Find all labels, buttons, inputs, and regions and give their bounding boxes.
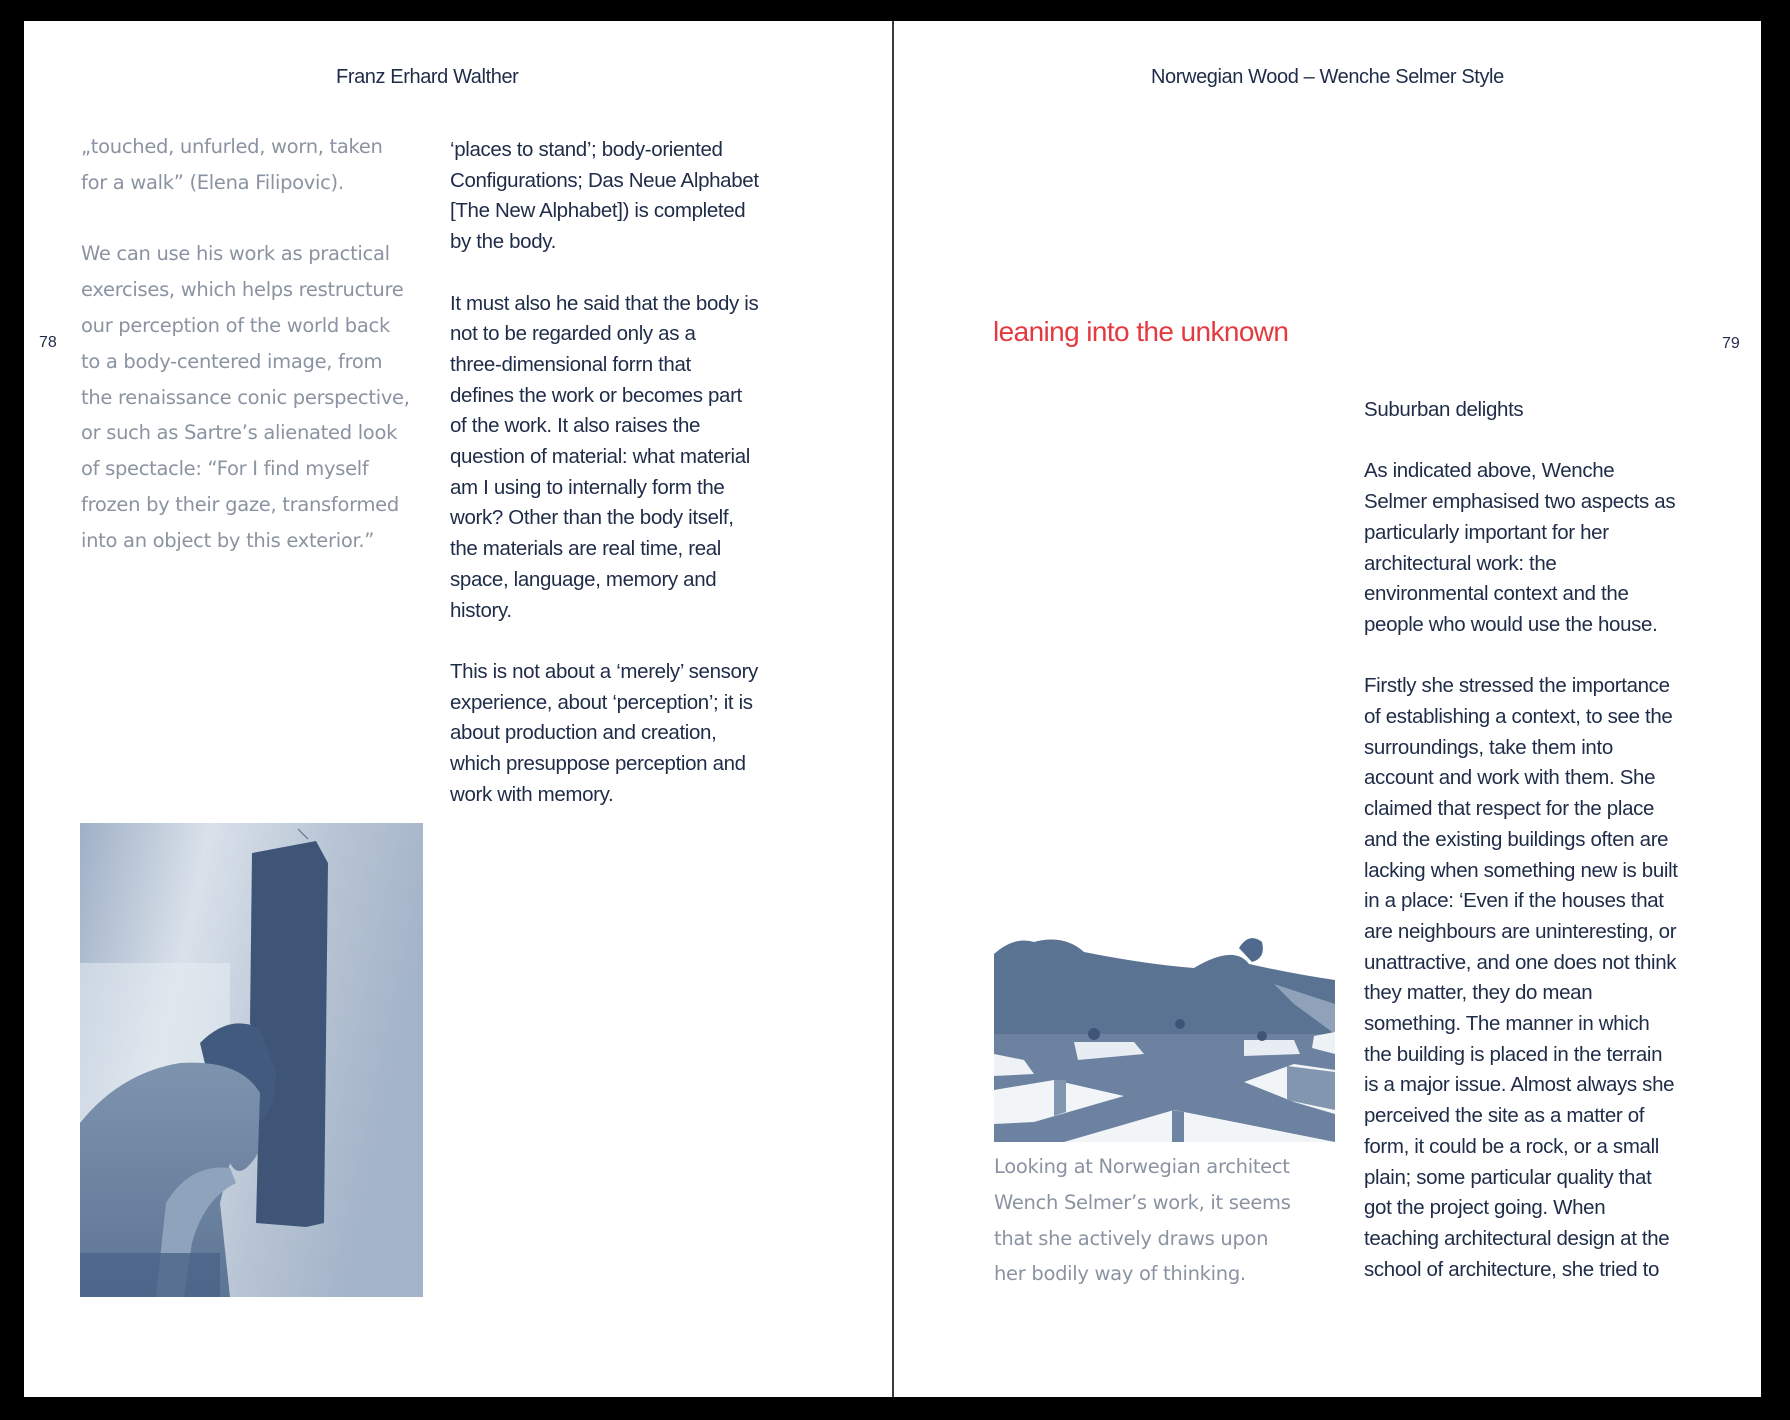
text-line: [The New Alphabet]) is completed <box>450 199 746 223</box>
photo-selmer-site <box>994 884 1335 1142</box>
text-line: people who would use the house. <box>1364 612 1658 636</box>
text-line: Firstly she stressed the importance <box>1364 674 1670 698</box>
text-line: claimed that respect for the place <box>1364 797 1655 821</box>
text-line: unattractive, and one does not think <box>1364 950 1677 974</box>
text-line: ‘places to stand’; body-oriented <box>450 138 723 161</box>
text-line: about production and creation, <box>450 721 717 745</box>
page-number-left: 78 <box>39 334 57 351</box>
text-line: and the existing buildings often are <box>1364 827 1669 851</box>
quote-column <box>81 129 431 559</box>
text-line: lacking when something new is built <box>1364 858 1678 882</box>
text-line: plain; some particular quality that <box>1364 1165 1652 1189</box>
text-line: in a place: ‘Even if the houses that <box>1364 889 1664 913</box>
text-line: into an object by this exterior.” <box>81 528 375 552</box>
text-line: of establishing a context, to see the <box>1364 705 1673 728</box>
text-line: to a body-centered image, from <box>81 349 383 373</box>
text-line: work? Other than the body itself, <box>450 506 734 530</box>
text-line: of the work. It also raises the <box>450 414 701 438</box>
text-line: particularly important for her <box>1364 520 1609 544</box>
text-line: As indicated above, Wenche <box>1364 459 1615 483</box>
text-line: the renaissance conic perspective, <box>81 385 410 409</box>
body-paragraph-2 <box>450 289 800 627</box>
text-line: form, it could be a rock, or a small <box>1364 1134 1660 1158</box>
text-line: This is not about a ‘merely’ sensory <box>450 659 758 683</box>
subheading: Suburban delights <box>1364 398 1524 421</box>
text-line: environmental context and the <box>1364 582 1629 606</box>
text-line: the materials are real time, real <box>450 537 722 561</box>
text-line: am I using to internally form the <box>450 475 725 499</box>
text-line: question of material: what material <box>450 445 750 469</box>
text-line: are neighbours are uninteresting, or <box>1364 919 1677 943</box>
text-line: is a major issue. Almost always she <box>1364 1073 1675 1097</box>
text-line: frozen by their gaze, transformed <box>81 492 399 516</box>
caption-text <box>994 1149 1344 1292</box>
text-line: „touched, unfurled, worn, taken <box>81 135 383 158</box>
text-line: We can use his work as practical <box>81 242 390 266</box>
running-head-right: Norwegian Wood – Wenche Selmer Style <box>1151 66 1504 88</box>
body-paragraph-1 <box>450 135 800 258</box>
text-line: our perception of the world back <box>81 313 390 337</box>
text-line: architectural work: the <box>1364 551 1557 575</box>
text-line: that she actively draws upon <box>994 1226 1269 1250</box>
text-line: exercises, which helps restructure <box>81 278 404 302</box>
quote-paragraph-2 <box>81 236 431 558</box>
text-line: by the body. <box>450 230 556 254</box>
text-line: or such as Sartre’s alienated look <box>81 421 398 445</box>
text-line: perceived the site as a matter of <box>1364 1104 1645 1128</box>
text-line: Looking at Norwegian architect <box>994 1155 1290 1178</box>
right-body-column <box>1364 395 1734 1285</box>
text-line: work with memory. <box>450 782 614 806</box>
text-line: her bodily way of thinking. <box>994 1262 1246 1286</box>
running-head-left: Franz Erhard Walther <box>336 66 519 88</box>
text-line: got the project going. When <box>1364 1196 1606 1220</box>
photo-walther-work <box>80 823 423 1297</box>
text-line: three-dimensional forrn that <box>450 352 691 376</box>
text-line: something. The manner in which <box>1364 1012 1650 1036</box>
text-line: school of architecture, she tried to <box>1364 1257 1660 1281</box>
text-line: surroundings, take them into <box>1364 735 1613 759</box>
text-line: of spectacle: “For I find myself <box>81 457 369 481</box>
text-line: Selmer emphasised two aspects as <box>1364 490 1676 514</box>
text-line: history. <box>450 598 512 622</box>
text-line: which presuppose perception and <box>450 752 746 776</box>
text-line: account and work with them. She <box>1364 766 1656 790</box>
text-line: they matter, they do mean <box>1364 981 1593 1005</box>
text-line: not to be regarded only as a <box>450 322 696 346</box>
section-heading: leaning into the unknown <box>993 316 1289 347</box>
text-line: defines the work or becomes part <box>450 383 742 407</box>
text-line: It must also he said that the body is <box>450 291 759 315</box>
body-paragraph-2 <box>1364 671 1734 1285</box>
body-paragraph-3 <box>450 657 800 811</box>
photo-caption <box>994 1149 1344 1292</box>
text-line: Wench Selmer’s work, it seems <box>994 1190 1291 1214</box>
text-line: experience, about ‘perception’; it is <box>450 690 753 714</box>
body-paragraph-1 <box>1364 456 1734 640</box>
quote-paragraph-1 <box>81 129 431 201</box>
text-line: space, language, memory and <box>450 567 717 591</box>
text-line: the building is placed in the terrain <box>1364 1042 1663 1066</box>
page-number-right: 79 <box>1722 335 1740 352</box>
left-body-column <box>450 135 800 810</box>
text-line: teaching architectural design at the <box>1364 1226 1670 1250</box>
text-line: for a walk” (Elena Filipovic). <box>81 170 344 194</box>
text-line: Configurations; Das Neue Alphabet <box>450 168 759 192</box>
